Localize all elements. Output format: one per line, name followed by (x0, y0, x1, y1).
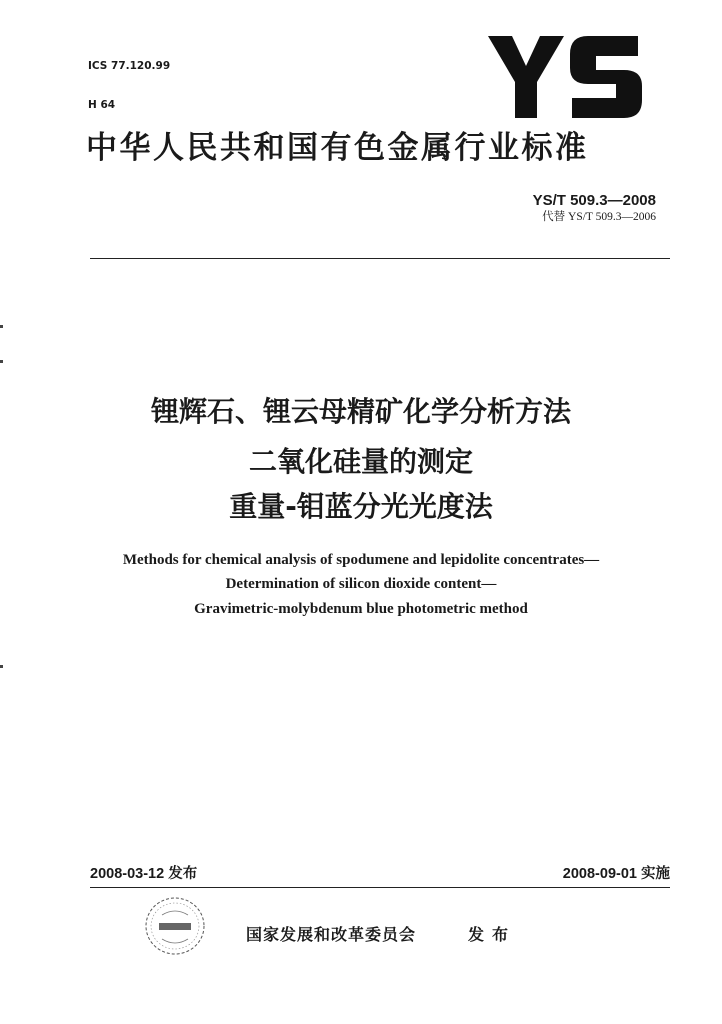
header-rule (90, 258, 670, 259)
anti-counterfeit-seal (142, 893, 208, 959)
edge-mark (0, 665, 3, 668)
title-en-line-1: Methods for chemical analysis of spodumene and lepidolite concentrates— (122, 552, 600, 568)
edge-mark (0, 325, 3, 328)
implementation-date: 2008-09-01 实施 (562, 866, 670, 882)
issue-label: 发布 (468, 925, 517, 944)
ccs-code: H 64 (88, 99, 116, 111)
title-cn-line-1: 锂辉石、锂云母精矿化学分析方法 (150, 395, 571, 428)
footer-rule (90, 887, 670, 888)
title-cn-line-3: 重量-钼蓝分光光度法 (229, 490, 493, 523)
title-cn-line-2: 二氧化硅量的测定 (248, 445, 473, 478)
standard-category-title: 中华人民共和国有色金属行业标准 (86, 130, 589, 166)
ics-code: ICS 77.120.99 (88, 60, 171, 72)
ys-logo (488, 36, 643, 118)
title-en-line-3: Gravimetric-molybdenum blue photometric method (194, 601, 528, 617)
standard-number: YS/T 509.3—2008 (532, 192, 656, 209)
issuing-authority: 国家发展和改革委员会 (246, 925, 417, 944)
edge-mark (0, 360, 3, 363)
replaces-standard: 代替 YS/T 509.3—2006 (542, 211, 656, 223)
classification-codes (88, 34, 170, 125)
issue-date: 2008-03-12 发布 (90, 866, 198, 882)
title-en-line-2: Determination of silicon dioxide content— (225, 576, 497, 592)
